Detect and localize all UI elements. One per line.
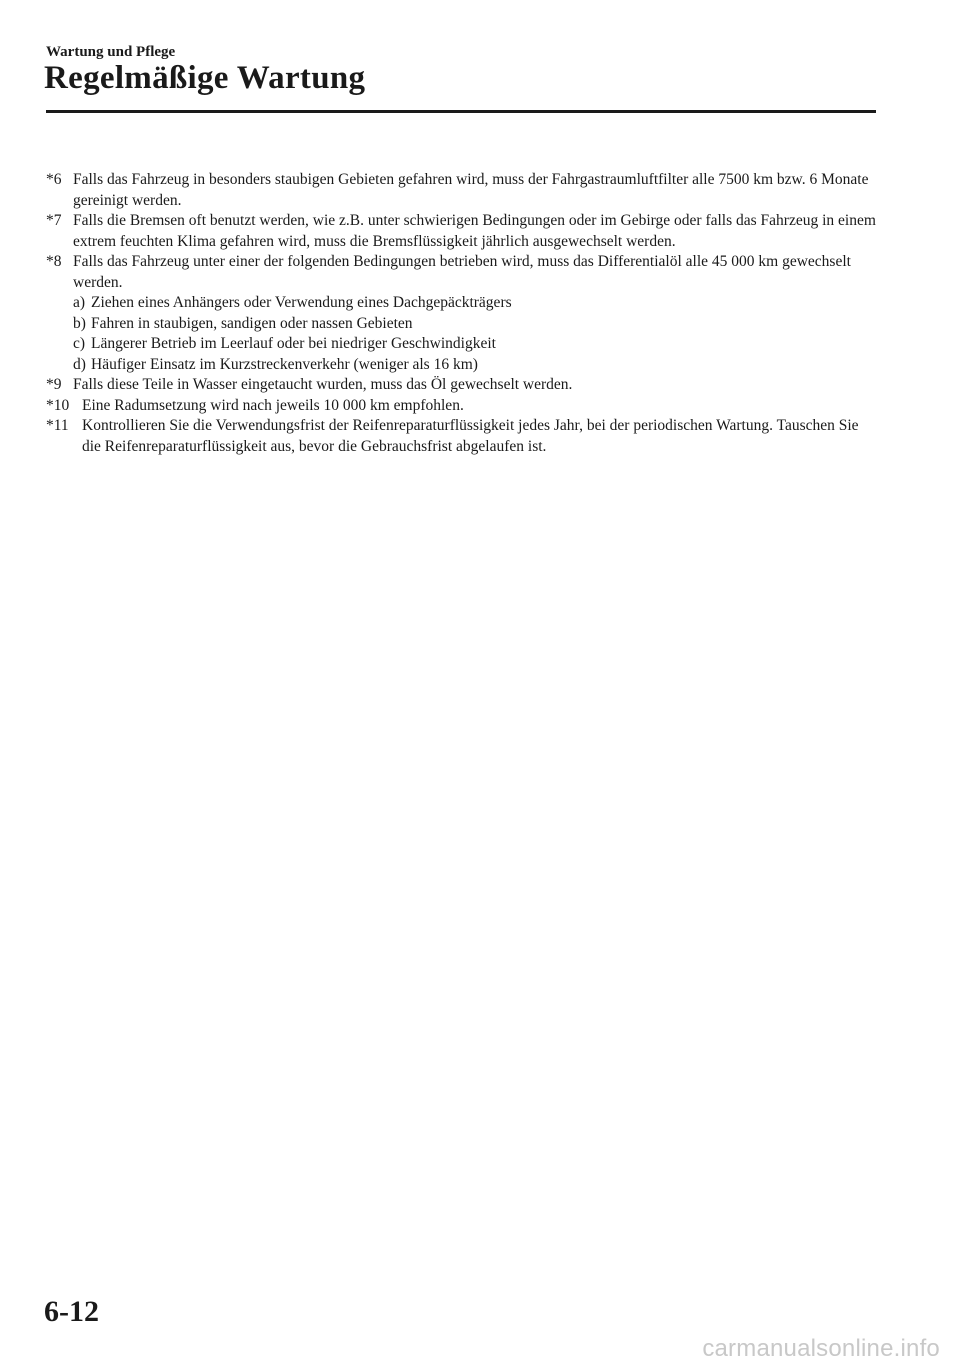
page-title: Regelmäßige Wartung — [44, 60, 366, 96]
section-label: Wartung und Pflege — [46, 44, 176, 60]
condition-marker: b) — [73, 314, 86, 332]
footnote-text: Falls das Fahrzeug in besonders staubigen Gebieten gefahren wird, muss der Fahrgastraumluftfilter alle 7500 km bzw. 6 Monate gereinigt werden. — [73, 171, 869, 209]
footnote-text: Falls das Fahrzeug unter einer der folgenden Bedingungen betrieben wird, muss das Differentialöl alle 45 000 km gewechselt werden. — [73, 253, 851, 291]
page-number: 6-12 — [44, 1295, 99, 1328]
watermark-logo: carmanualsonline.info — [702, 1335, 940, 1362]
footnotes-list — [46, 170, 876, 457]
footnote-marker: *9 — [46, 376, 62, 393]
condition-marker: d) — [73, 355, 86, 373]
footnote-text: Kontrollieren Sie die Verwendungsfrist der Reifenreparaturflüssigkeit jedes Jahr, bei der periodischen Wartung. Tauschen Sie die Reifenreparaturflüssigkeit aus, bevor die Gebrauchsfrist abgelaufen ist. — [82, 417, 859, 455]
footnote-text: Eine Radumsetzung wird nach jeweils 10 000 km empfohlen. — [82, 396, 464, 414]
footnote-11 — [46, 416, 876, 457]
condition-item — [73, 355, 876, 376]
condition-marker: a) — [73, 294, 86, 311]
footnote-marker: *7 — [46, 212, 62, 229]
condition-item — [73, 314, 876, 335]
condition-marker: c) — [73, 335, 86, 352]
footnote-6 — [46, 170, 876, 211]
footnote-marker: *8 — [46, 253, 62, 270]
condition-text: Ziehen eines Anhängers oder Verwendung eines Dachgepäckträgers — [91, 294, 512, 311]
condition-text: Längerer Betrieb im Leerlauf oder bei niedriger Geschwindigkeit — [91, 335, 496, 352]
footnote-text: Falls die Bremsen oft benutzt werden, wie z.B. unter schwierigen Bedingungen oder im Gebirge oder falls das Fahrzeug in einem extrem feuchten Klima gefahren wird, muss die Bremsflüssigkeit jährlich ausgewechselt werden. — [73, 212, 876, 250]
footnote-marker: *10 — [46, 396, 70, 414]
footnote-10 — [46, 396, 876, 417]
footnote-marker: *6 — [46, 171, 62, 188]
footnote-9 — [46, 375, 876, 396]
footnote-7 — [46, 211, 876, 252]
footnote-8 — [46, 252, 876, 375]
condition-text: Häufiger Einsatz im Kurzstreckenverkehr (weniger als 16 km) — [91, 355, 478, 373]
condition-text: Fahren in staubigen, sandigen oder nassen Gebieten — [91, 314, 413, 332]
footnote-marker: *11 — [46, 417, 69, 434]
condition-list — [73, 293, 876, 375]
condition-item — [73, 334, 876, 355]
title-divider — [46, 110, 876, 113]
condition-item — [73, 293, 876, 314]
footnote-text: Falls diese Teile in Wasser eingetaucht wurden, muss das Öl gewechselt werden. — [73, 376, 573, 393]
